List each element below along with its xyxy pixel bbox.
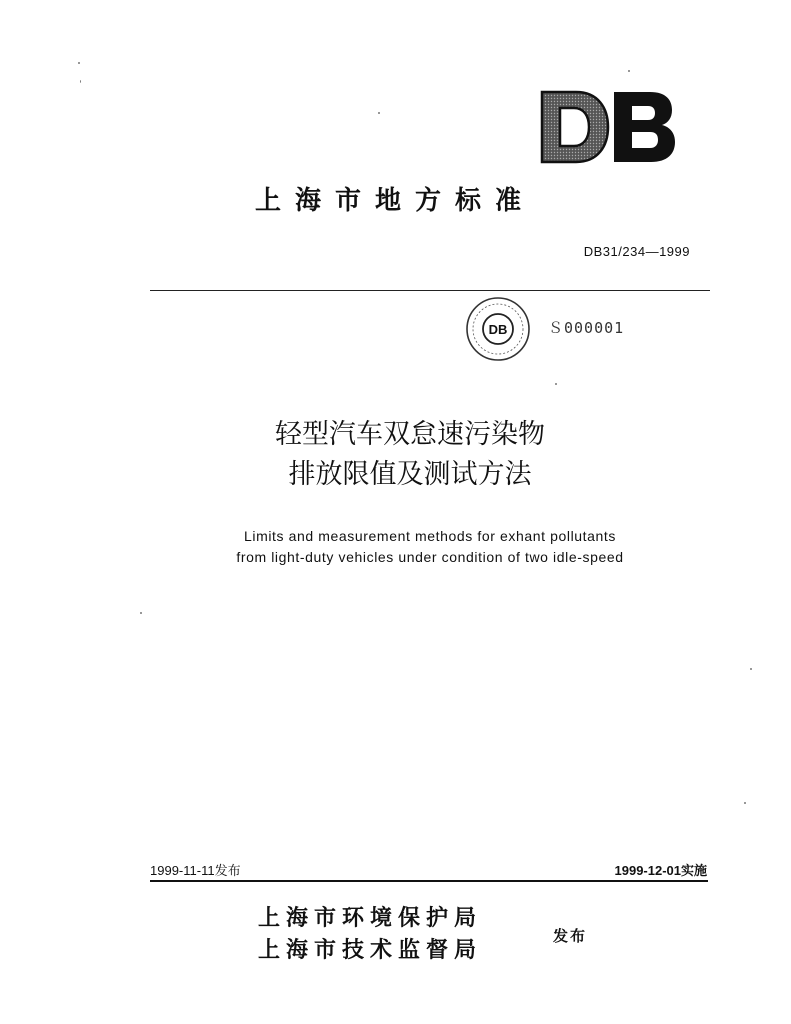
library-seal-icon <box>465 296 531 362</box>
footer-divider <box>150 880 708 882</box>
standard-code: DB31/234—1999 <box>583 244 690 259</box>
scan-speck <box>80 80 81 83</box>
scan-speck <box>628 70 630 72</box>
db-logo-icon <box>538 88 678 166</box>
svg-text:DB: DB <box>488 322 508 337</box>
serial-number: Ｓ000001 <box>548 319 625 337</box>
scan-speck <box>555 383 557 385</box>
standard-type-heading: 上海市地方标准 <box>255 186 536 216</box>
scan-speck <box>744 802 746 804</box>
issue-date: 1999-11-11发布 <box>150 863 241 878</box>
title-cn-line-1: 轻型汽车双怠速污染物 <box>275 419 545 450</box>
issuer-line-2: 上海市技术监督局 <box>258 937 483 963</box>
title-en-line-1: Limits and measurement methods for exhant pollutants <box>243 528 617 544</box>
document-title-en <box>150 526 710 568</box>
scan-speck <box>750 668 752 670</box>
scan-speck <box>378 112 380 114</box>
title-cn-line-2: 排放限值及测试方法 <box>288 459 532 490</box>
issuing-authorities <box>258 902 482 966</box>
scan-speck <box>78 62 80 64</box>
document-title-cn <box>150 415 670 495</box>
issue-label: 发布 <box>553 927 588 945</box>
title-en-line-2: from light-duty vehicles under condition of two idle-speed <box>236 549 624 565</box>
implementation-date: 1999-12-01实施 <box>614 863 707 878</box>
header-divider <box>150 290 710 291</box>
issuer-line-1: 上海市环境保护局 <box>258 905 483 931</box>
scan-speck <box>140 612 142 614</box>
